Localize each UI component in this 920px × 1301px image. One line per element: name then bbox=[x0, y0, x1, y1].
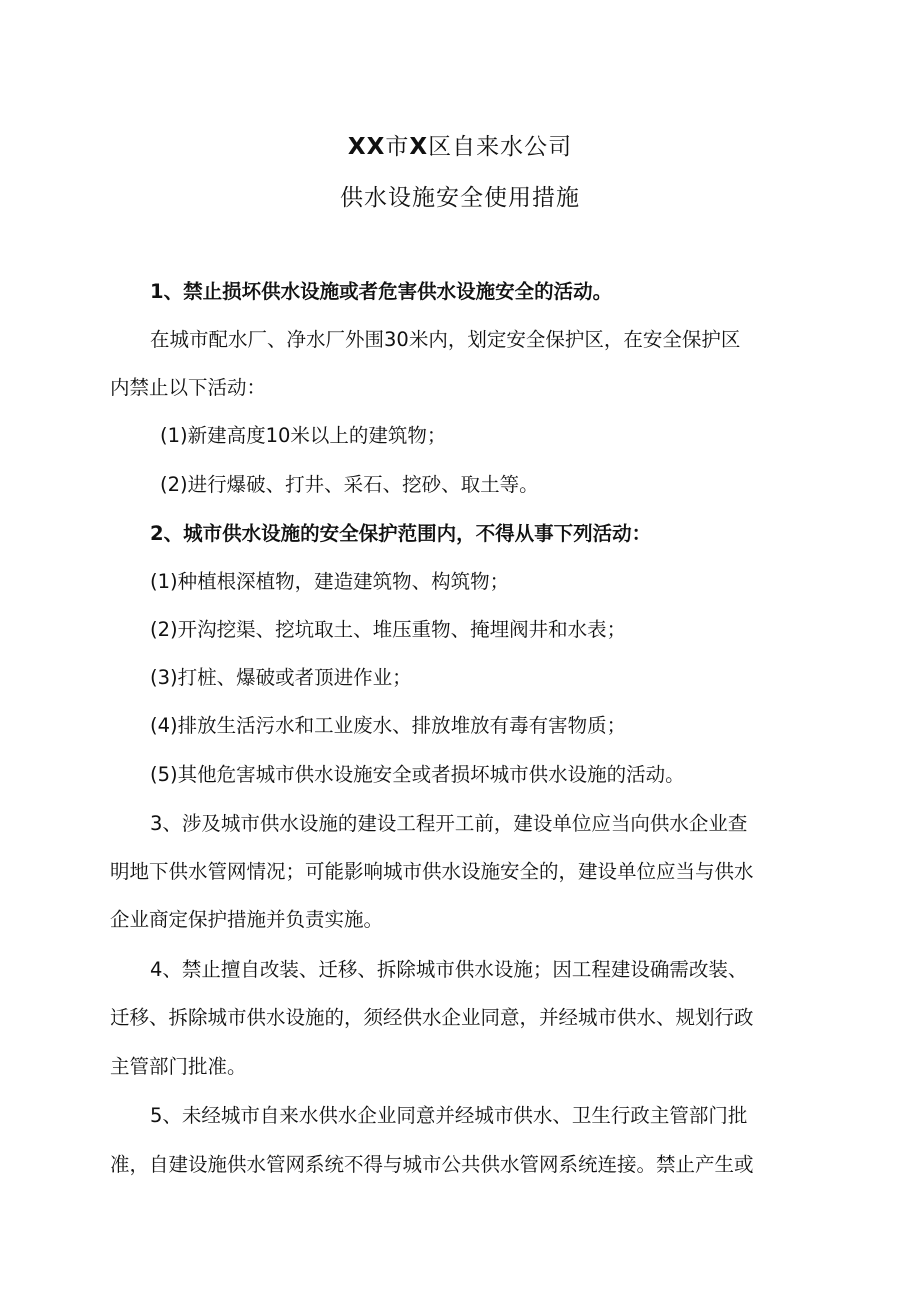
paragraph-line: 在城市配水厂、净水厂外围30米内，划定安全保护区，在安全保护区 bbox=[150, 328, 741, 351]
title-company-name: 区自来水公司 bbox=[428, 134, 573, 160]
list-item: (2)开沟挖渠、挖坑取土、堆压重物、掩埋阀井和水表； bbox=[150, 618, 627, 641]
section-1-heading: 1、禁止损坏供水设施或者危害供水设施安全的活动。 bbox=[150, 280, 613, 303]
paragraph-line: 3、涉及城市供水设施的建设工程开工前，建设单位应当向供水企业查 bbox=[150, 812, 748, 835]
paragraph-line: 4、禁止擅自改装、迁移、拆除城市供水设施；因工程建设确需改装、 bbox=[150, 958, 748, 981]
paragraph-line: 企业商定保护措施并负责实施。 bbox=[110, 908, 384, 931]
paragraph-line: 主管部门批准。 bbox=[110, 1055, 247, 1078]
document-title-company bbox=[0, 128, 920, 161]
list-item: (1)新建高度10米以上的建筑物； bbox=[160, 424, 447, 447]
paragraph-line: 准，自建设施供水管网系统不得与城市公共供水管网系统连接。禁止产生或 bbox=[110, 1153, 754, 1176]
list-item: (5)其他危害城市供水设施安全或者损坏城市供水设施的活动。 bbox=[150, 763, 685, 786]
paragraph-line: 5、未经城市自来水供水企业同意并经城市供水、卫生行政主管部门批 bbox=[150, 1104, 748, 1127]
title-city-suffix: 市 bbox=[385, 134, 410, 160]
paragraph-line: 明地下供水管网情况；可能影响城市供水设施安全的，建设单位应当与供水 bbox=[110, 860, 754, 883]
list-item: (2)进行爆破、打井、采石、挖砂、取土等。 bbox=[160, 473, 539, 496]
document-title-subject: 供水设施安全使用措施 bbox=[340, 185, 580, 211]
paragraph-line: 迁移、拆除城市供水设施的，须经供水企业同意，并经城市供水、规划行政 bbox=[110, 1006, 754, 1029]
list-item: (1)种植根深植物，建造建筑物、构筑物； bbox=[150, 570, 510, 593]
list-item: (3)打桩、爆破或者顶进作业； bbox=[150, 666, 412, 689]
list-item: (4)排放生活污水和工业废水、排放堆放有毒有害物质； bbox=[150, 714, 627, 737]
title-district-code: X bbox=[409, 134, 429, 160]
title-city-code: XX bbox=[347, 134, 386, 160]
paragraph-line: 内禁止以下活动： bbox=[110, 376, 267, 399]
section-2-heading: 2、城市供水设施的安全保护范围内，不得从事下列活动： bbox=[150, 522, 652, 545]
